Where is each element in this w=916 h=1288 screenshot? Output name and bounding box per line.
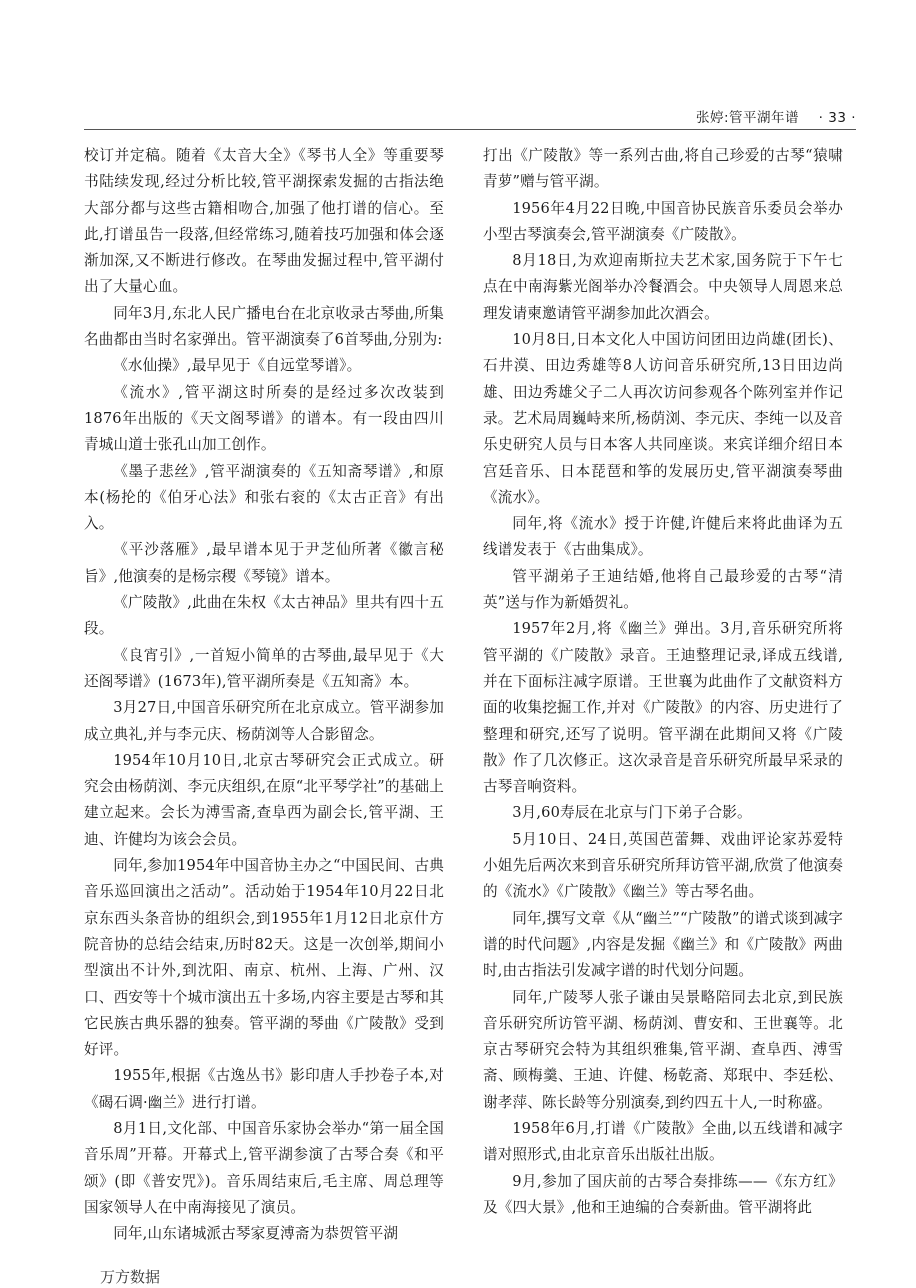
paragraph: 3月27日,中国音乐研究所在北京成立。管平湖参加成立典礼,并与李元庆、杨荫浏等人合影留念。 — [84, 699, 444, 743]
paragraph: 同年,山东诸城派古琴家夏溥斋为恭贺管平湖 — [113, 1225, 399, 1243]
header-text — [696, 106, 856, 126]
paragraph: 《良宵引》,一首短小简单的古琴曲,最早见于《大还阁琴谱》(1673年),管平湖所奏是《五知斋》本。 — [84, 646, 444, 690]
paragraph: 1957年2月,将《幽兰》弹出。3月,音乐研究所将管平湖的《广陵散》录音。王迪整理记录,译成五线谱,并在下面标注减字原谱。王世襄为此曲作了文献资料方面的收集挖掘工作,并对《广陵散》的内容、历史进行了整理和研究,还写了说明。管平湖在此期间又将《广陵散》作了几次修正。这次录音是音乐研究所最早采录的古琴音响资料。 — [483, 620, 843, 796]
footer-watermark: 万方数据 — [100, 1268, 161, 1286]
paragraph: 《平沙落雁》,最早谱本见于尹芝仙所著《徽言秘旨》,他演奏的是杨宗稷《琴镜》谱本。 — [84, 541, 444, 585]
right-column — [483, 143, 843, 1221]
header-rule — [84, 129, 856, 130]
paragraph: 校订并定稿。随着《太音大全》《琴书人全》等重要琴书陆续发现,经过分析比较,管平湖探索发掘的古指法绝大部分都与这些古籍相吻合,加强了他打谱的信心。至此,打谱虽告一段落,但经常练习,随着技巧加强和体会逐渐加深,又不断进行修改。在琴曲发掘过程中,管平湖付出了大量心血。 — [84, 147, 444, 296]
running-title: 张婷:管平湖年谱 — [696, 110, 800, 126]
paragraph: 1955年,根据《古逸丛书》影印唐人手抄卷子本,对《碣石调·幽兰》进行打谱。 — [84, 1067, 444, 1111]
paragraph: 《流水》,管平湖这时所奏的是经过多次改装到1876年出版的《天文阁琴谱》的谱本。有一段由四川青城山道士张孔山加工创作。 — [84, 383, 444, 454]
paragraph: 同年,撰写文章《从“幽兰”“广陵散”的谱式谈到减字谱的时代问题》,内容是发掘《幽兰》和《广陵散》两曲时,由古指法引发减字谱的时代划分问题。 — [483, 909, 843, 980]
paragraph: 1958年6月,打谱《广陵散》全曲,以五线谱和减字谱对照形式,由北京音乐出版社出版。 — [483, 1119, 843, 1164]
paragraph: 《墨子悲丝》,管平湖演奏的《五知斋琴谱》,和原本(杨抡的《伯牙心法》和张右衮的《太古正音》有出入。 — [84, 462, 444, 533]
page-header — [84, 104, 856, 130]
paragraph: 同年3月,东北人民广播电台在北京收录古琴曲,所集名曲都由当时名家弹出。管平湖演奏了6首琴曲,分别为: — [84, 304, 444, 349]
paragraph: 5月10日、24日,英国芭蕾舞、戏曲评论家苏爱特小姐先后两次来到音乐研究所拜访管平湖,欣赏了他演奏的《流水》《广陵散》《幽兰》等古琴名曲。 — [483, 830, 843, 901]
paragraph: 同年,将《流水》授于许健,许健后来将此曲译为五线谱发表于《古曲集成》。 — [483, 515, 843, 559]
paragraph: 1954年10月10日,北京古琴研究会正式成立。研究会由杨荫浏、李元庆组织,在原“北平琴学社”的基础上建立起来。会长为溥雪斋,查阜西为副会长,管平湖、王迪、许健均为该会会员。 — [84, 751, 444, 848]
paragraph: 同年,广陵琴人张子谦由吴景略陪同去北京,到民族音乐研究所访管平湖、杨荫浏、曹安和、王世襄等。北京古琴研究会特为其组织雅集,管平湖、查阜西、溥雪斋、顾梅羹、王迪、许健、杨乾斋、郑珉中、李廷松、谢孝萍、陈长龄等分别演奏,到约四五十人,一时称盛。 — [483, 988, 843, 1111]
paragraph: 8月1日,文化部、中国音乐家协会举办“第一届全国音乐周”开幕。开幕式上,管平湖参演了古琴合奏《和平颂》(即《普安咒》)。音乐周结束后,毛主席、周总理等国家领导人在中南海接见了演员。 — [84, 1119, 444, 1216]
paragraph: 3月,60寿辰在北京与门下弟子合影。 — [512, 804, 752, 822]
paragraph: 9月,参加了国庆前的古琴合奏排练——《东方红》及《四大景》,他和王迪编的合奏新曲。管平湖将此 — [483, 1172, 843, 1216]
page-number: · 33 · — [818, 110, 856, 126]
paragraph: 《广陵散》,此曲在朱权《太古神品》里共有四十五段。 — [84, 594, 444, 638]
paragraph: 8月18日,为欢迎南斯拉夫艺术家,国务院于下午七点在中南海紫光阁举办冷餐酒会。中央领导人周恩来总理发请柬邀请管平湖参加此次酒会。 — [483, 252, 843, 322]
paragraph: 《水仙操》,最早见于《自远堂琴谱》。 — [113, 357, 362, 375]
left-column — [84, 143, 444, 1247]
paragraph: 1956年4月22日晚,中国音协民族音乐委员会举办小型古琴演奏会,管平湖演奏《广陵散》。 — [483, 199, 843, 243]
paragraph: 管平湖弟子王迪结婚,他将自己最珍爱的古琴“清英”送与作为新婚贺礼。 — [483, 567, 843, 612]
paragraph: 同年,参加1954年中国音协主办之“中国民间、古典音乐巡回演出之活动”。活动始于1954年10月22日北京东西头条音协的组织会,到1955年1月12日北京什方院音协的总结会结束,历时82天。这是一次创举,期间小型演出不计外,到沈阳、南京、杭州、上海、广州、汉口、西安等十个城市演出五十多场,内容主要是古琴和其它民族古典乐器的独奏。管平湖的琴曲《广陵散》受到好评。 — [84, 857, 444, 1059]
paragraph: 打出《广陵散》等一系列古曲,将自己珍爱的古琴“猿啸青萝”赠与管平湖。 — [483, 147, 843, 191]
paragraph: 10月8日,日本文化人中国访问团田边尚雄(团长)、石井漠、田边秀雄等8人访问音乐研究所,13日田边尚雄、田边秀雄父子二人再次访问参观各个陈列室并作记录。艺术局周巍峙来所,杨荫浏、李元庆、李纯一以及音乐史研究人员与日本客人共同座谈。来宾详细介绍日本宫廷音乐、日本琵琶和筝的发展历史,管平湖演奏琴曲《流水》。 — [483, 331, 843, 506]
